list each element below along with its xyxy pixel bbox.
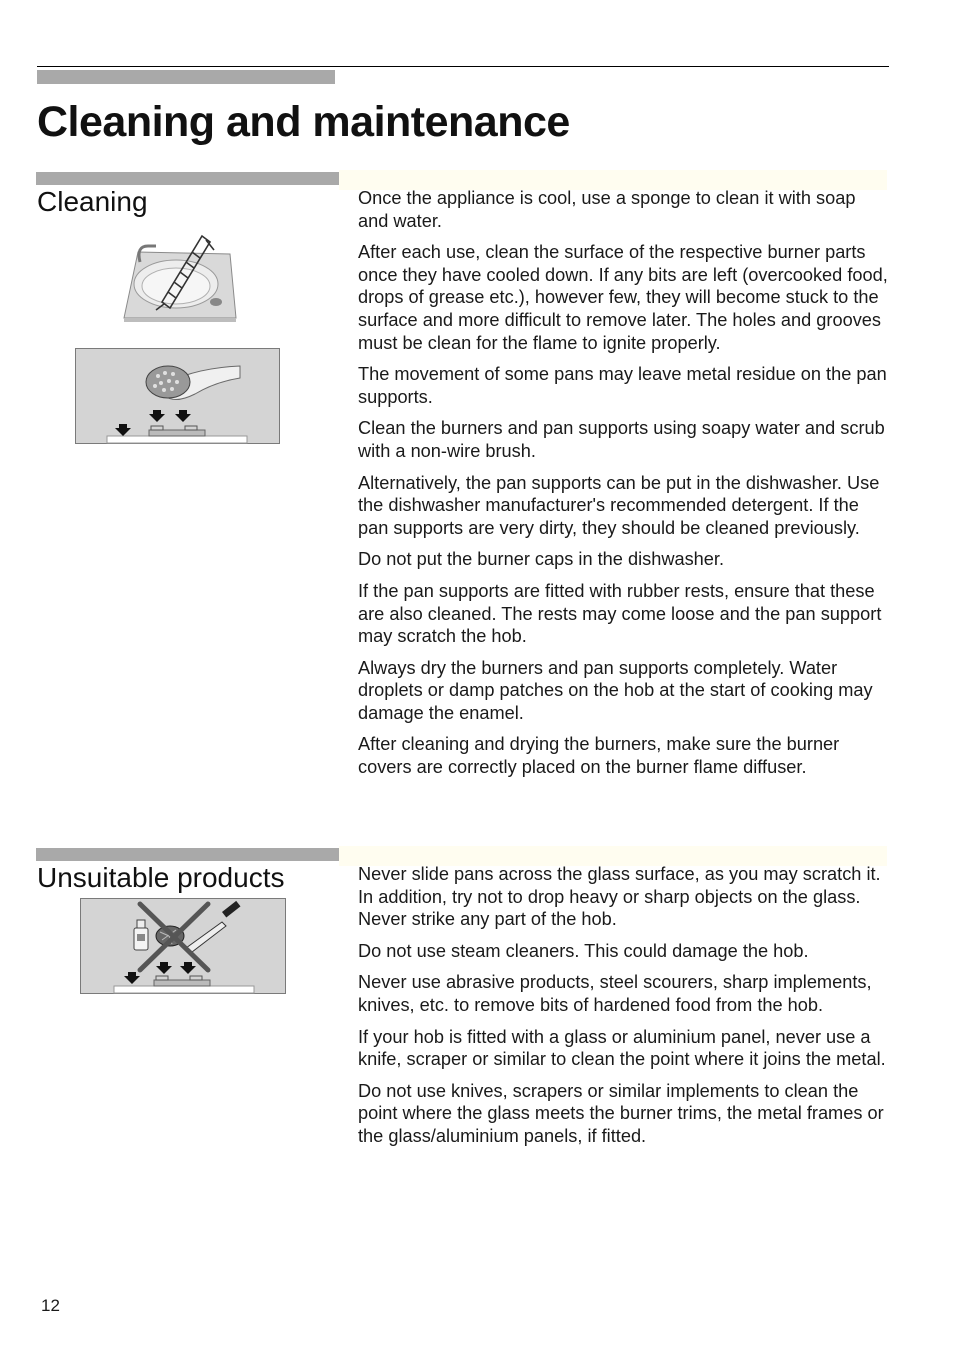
- header-bar: [37, 70, 335, 84]
- unsuitable-text: [358, 863, 890, 1157]
- paragraph: Do not put the burner caps in the dishwasher.: [358, 549, 724, 570]
- header-rule: [37, 66, 889, 67]
- section-heading-unsuitable: Unsuitable products: [37, 862, 285, 893]
- page-title: Cleaning and maintenance: [37, 98, 570, 146]
- page-number: 12: [41, 1296, 60, 1315]
- paragraph: Never use abrasive products, steel scourers, sharp implements, knives, etc. to remove bits of hardened food from the hob.: [358, 972, 872, 1015]
- paragraph: Once the appliance is cool, use a sponge to clean it with soap and water.: [358, 188, 856, 231]
- paragraph: After each use, clean the surface of the respective burner parts once they have cooled down. If any bits are left (overcooked food, drops of grease etc.), however few, they will become stuck to the surface and more difficult to remove later. The holes and grooves must be clean for the flame to ignite properly.: [358, 242, 888, 353]
- paragraph: Do not use steam cleaners. This could damage the hob.: [358, 940, 809, 961]
- section-heading-cleaning: Cleaning: [37, 186, 148, 217]
- paragraph: The movement of some pans may leave metal residue on the pan supports.: [358, 364, 887, 407]
- paragraph: After cleaning and drying the burners, make sure the burner covers are correctly placed on the burner flame diffuser.: [358, 734, 840, 778]
- paragraph: If the pan supports are fitted with rubber rests, ensure that these are also cleaned. The rests may come loose and the pan support may scratch the hob.: [358, 580, 882, 647]
- section-bar-unsuitable: [36, 848, 339, 861]
- section-bar-cleaning: [36, 172, 339, 185]
- paragraph: Always dry the burners and pan supports completely. Water droplets or damp patches on the hob at the start of cooking may damage the enamel.: [358, 657, 873, 723]
- paragraph: Never slide pans across the glass surface, as you may scratch it. In addition, try not to drop heavy or sharp objects on the glass. Never strike any part of the hob.: [358, 864, 881, 930]
- cleaning-text: [358, 187, 890, 788]
- prohibited-abrasive-products-icon: [80, 898, 286, 994]
- paragraph: If your hob is fitted with a glass or aluminium panel, never use a knife, scraper or similar to clean the point where it joins the metal.: [358, 1026, 886, 1070]
- sponge-cleaning-hob-icon: [75, 348, 280, 444]
- sink-with-pan-support-icon: [118, 232, 242, 324]
- paragraph: Do not use knives, scrapers or similar implements to clean the point where the glass meets the burner trims, the metal frames or the glass/aluminium panels, if fitted.: [358, 1080, 884, 1146]
- paragraph: Alternatively, the pan supports can be put in the dishwasher. Use the dishwasher manufacturer's recommended detergent. If the pan supports are very dirty, they should be cleaned previously.: [358, 472, 880, 538]
- paragraph: Clean the burners and pan supports using soapy water and scrub with a non-wire brush.: [358, 418, 885, 461]
